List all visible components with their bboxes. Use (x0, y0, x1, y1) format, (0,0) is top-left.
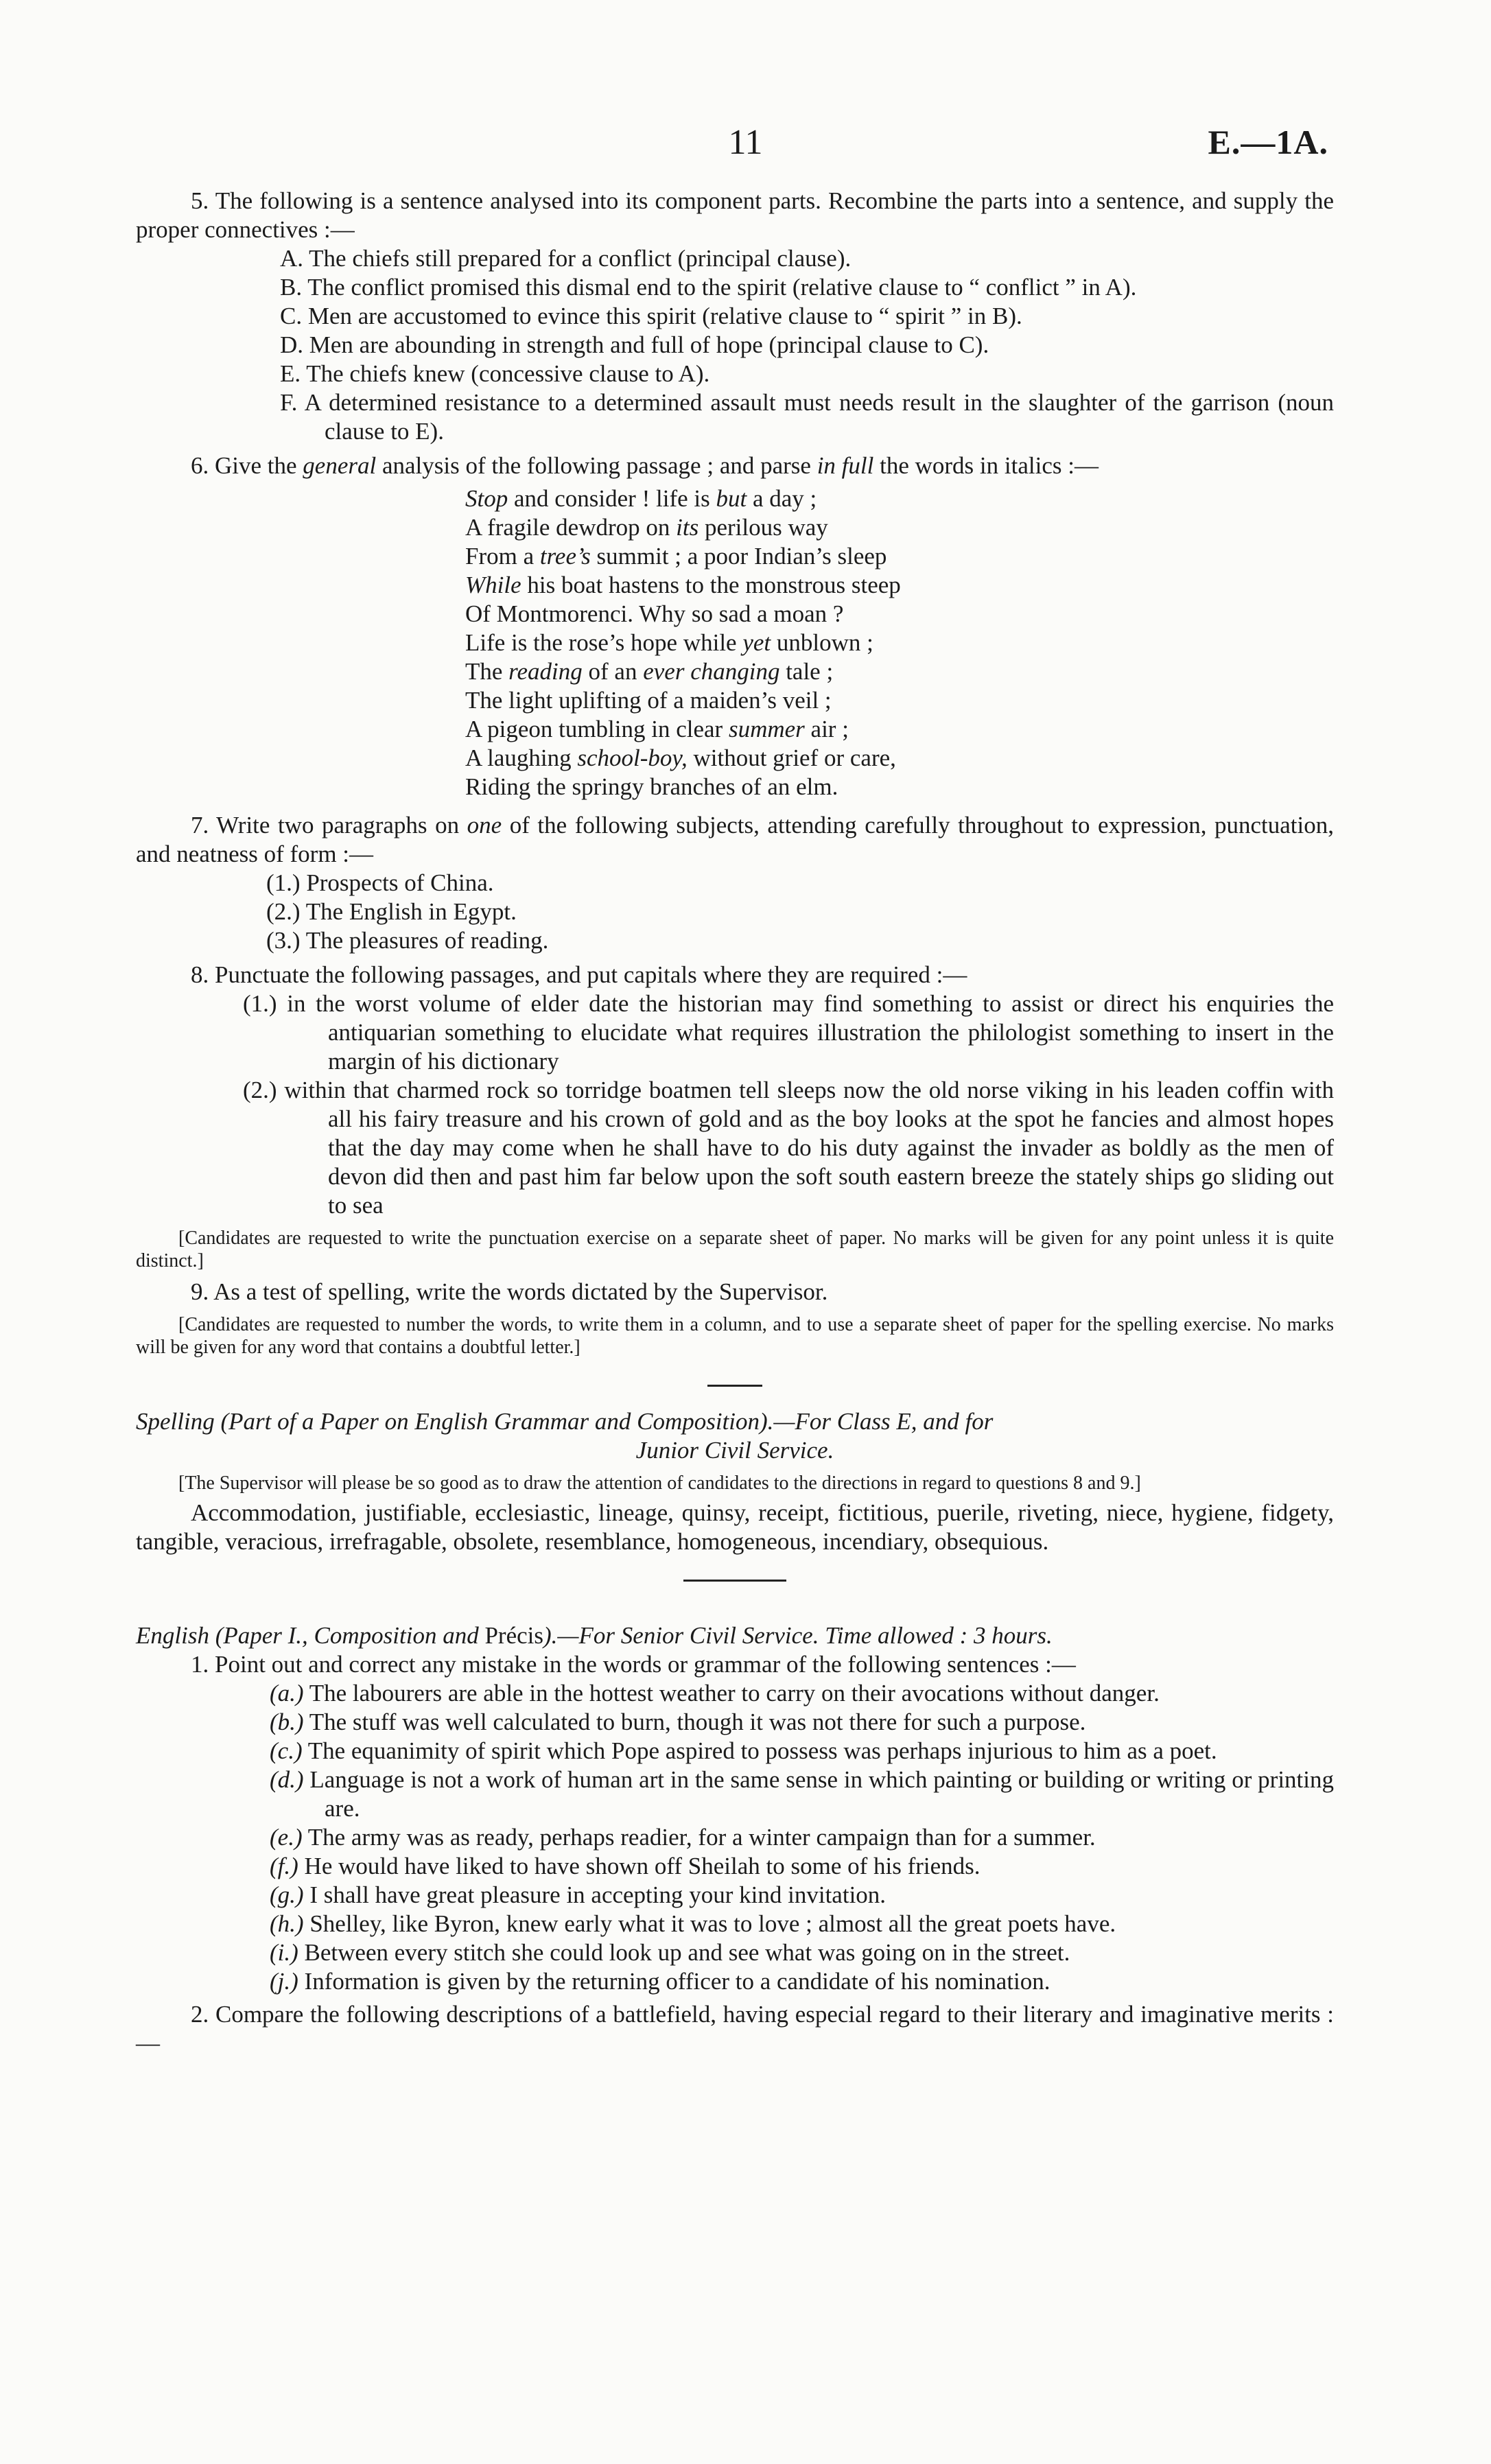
q5-part-c: C. Men are accustomed to evince this spirit (relative clause to “ spirit ” in B). (280, 303, 1022, 329)
q6-poem (465, 484, 1334, 801)
q1-item-f: (f.) He would have liked to have shown off Sheilah to some of his friends. (270, 1853, 981, 1879)
poem-line: The reading of an ever changing tale ; (465, 658, 834, 685)
spelling-note: [The Supervisor will please be so good as to draw the attention of candidates to the directions in regard to questions 8 and 9.] (178, 1472, 1141, 1494)
q1-item-c: (c.) The equanimity of spirit which Pope aspired to possess was perhaps injurious to him as a poet. (270, 1737, 1217, 1764)
q5-part-f: F. A determined resistance to a determined assault must needs result in the slaughter of the garrison (noun clause to E). (280, 389, 1334, 445)
q8-passage-1: (1.) in the worst volume of elder date the historian may find something to assist or direct his enquiries the antiquarian something to elucidate what requires illustration the philologist something to insert in the margin of his dictionary (243, 990, 1335, 1075)
question-7-intro: 7. Write two paragraphs on one of the following subjects, attending carefully throughout to expression, punctuation, and neatness of form :— (136, 812, 1334, 867)
q7-item: (2.) The English in Egypt. (266, 898, 517, 925)
q9-note: [Candidates are requested to number the words, to write them in a column, and to use a separate sheet of paper for the spelling exercise. No marks will be given for any word that contains a doubtful letter.] (136, 1314, 1334, 1358)
poem-line: A laughing school-boy, without grief or care, (465, 744, 896, 771)
document-reference: E.—1A. (1208, 123, 1328, 161)
question-8-intro: 8. Punctuate the following passages, and put capitals where they are required :— (191, 961, 967, 988)
q1-item-d: (d.) Language is not a work of human art in the same sense in which painting or building or writing or printing are. (270, 1766, 1334, 1822)
page-number: 11 (728, 123, 763, 162)
spelling-heading: Spelling (Part of a Paper on English Grammar and Composition).—For Class E, and for (136, 1408, 994, 1435)
q7-item: (3.) The pleasures of reading. (266, 927, 549, 954)
senior-heading: English (Paper I., Composition and Précis).—For Senior Civil Service. Time allowed : 3 hours. (136, 1622, 1053, 1649)
question-9: 9. As a test of spelling, write the words dictated by the Supervisor. (191, 1278, 828, 1305)
section-divider (683, 1580, 786, 1582)
spelling-heading-continued: Junior Civil Service. (635, 1437, 834, 1464)
spelling-words: Accommodation, justifiable, ecclesiastic, lineage, quinsy, receipt, fictitious, puerile, riveting, niece, hygiene, fidgety, tangible, veracious, irrefragable, obsolete, resemblance, homogeneous, incendiary, obsequious. (136, 1499, 1334, 1555)
q1-item-a: (a.) The labourers are able in the hottest weather to carry on their avocations without danger. (270, 1680, 1160, 1706)
poem-line: Of Montmorenci. Why so sad a moan ? (465, 600, 844, 627)
poem-line: A fragile dewdrop on its perilous way (465, 514, 828, 541)
q1-item-g: (g.) I shall have great pleasure in accepting your kind invitation. (270, 1881, 887, 1908)
q8-note: [Candidates are requested to write the punctuation exercise on a separate sheet of paper. No marks will be given for any point unless it is quite distinct.] (136, 1228, 1334, 1271)
q1-item-i: (i.) Between every stitch she could look up and see what was going on in the street. (270, 1939, 1070, 1966)
question-5-intro: 5. The following is a sentence analysed into its component parts. Recombine the parts into a sentence, and supply the proper connectives :— (136, 187, 1334, 243)
poem-line: Riding the springy branches of an elm. (465, 773, 838, 800)
page-content (136, 187, 1334, 2058)
q1-item-e: (e.) The army was as ready, perhaps readier, for a winter campaign than for a summer. (270, 1824, 1096, 1851)
poem-line: The light uplifting of a maiden’s veil ; (465, 687, 832, 714)
q1-item-j: (j.) Information is given by the returning officer to a candidate of his nomination. (270, 1968, 1050, 1995)
poem-line: From a tree’s summit ; a poor Indian’s sleep (465, 543, 887, 570)
q5-part-b: B. The conflict promised this dismal end to the spirit (relative clause to “ conflict ” in A). (280, 274, 1137, 301)
question-6-intro: 6. Give the general analysis of the following passage ; and parse in full the words in italics :— (191, 452, 1099, 479)
q5-part-e: E. The chiefs knew (concessive clause to A). (280, 360, 710, 387)
q8-passage-2: (2.) within that charmed rock so torridge boatmen tell sleeps now the old norse viking in his leaden coffin with all his fairy treasure and his crown of gold and as the boy looks at the spot he fancies and almost hopes that the day may come when he shall have to do his duty against the invader as boldly as the men of devon did then and past him far below upon the soft south eastern breeze the stately ships go sliding out to sea (243, 1077, 1335, 1219)
q1-item-h: (h.) Shelley, like Byron, knew early what it was to love ; almost all the great poets have. (270, 1910, 1116, 1937)
senior-question-2: 2. Compare the following descriptions of a battlefield, having especial regard to their literary and imaginative merits :— (136, 2001, 1334, 2056)
poem-line: While his boat hastens to the monstrous steep (465, 572, 901, 598)
poem-line: Life is the rose’s hope while yet unblown ; (465, 629, 873, 656)
q5-part-d: D. Men are abounding in strength and full of hope (principal clause to C). (280, 331, 989, 358)
q7-item: (1.) Prospects of China. (266, 869, 494, 896)
senior-question-1: 1. Point out and correct any mistake in the words or grammar of the following sentences :— (191, 1651, 1076, 1678)
poem-line: Stop and consider ! life is but a day ; (465, 485, 817, 512)
q1-item-b: (b.) The stuff was well calculated to burn, though it was not there for such a purpose. (270, 1709, 1086, 1735)
poem-line: A pigeon tumbling in clear summer air ; (465, 716, 849, 742)
section-divider (707, 1385, 762, 1387)
q5-part-a: A. The chiefs still prepared for a conflict (principal clause). (280, 245, 852, 272)
